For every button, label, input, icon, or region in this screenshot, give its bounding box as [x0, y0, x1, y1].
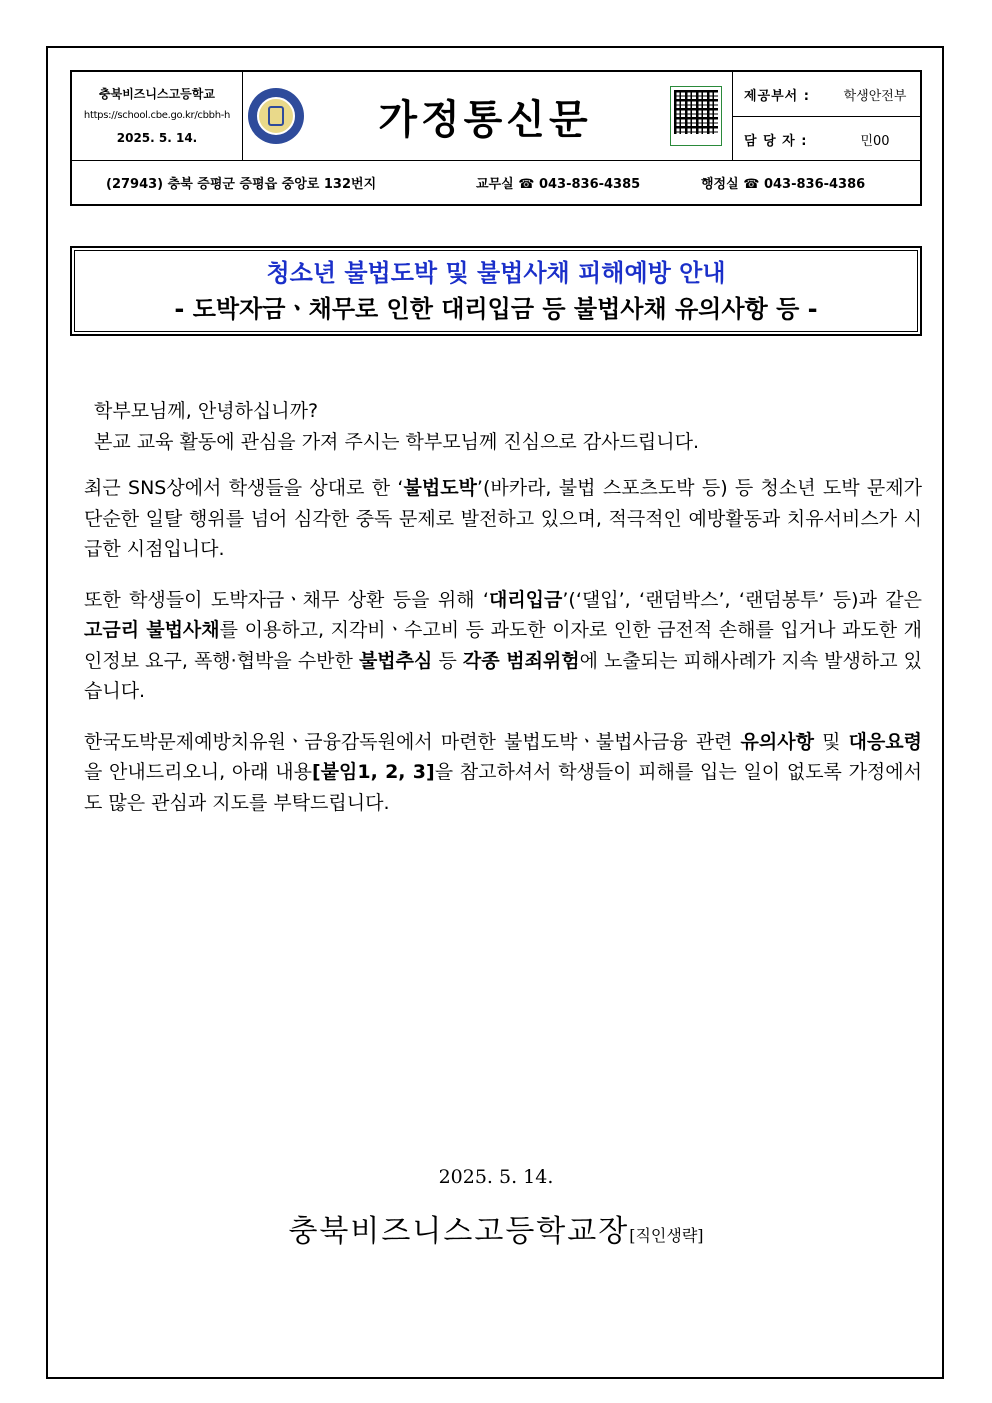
p3-bold-response: 대응요령 [848, 730, 922, 753]
manager-label: 담 당 자 : [744, 133, 808, 149]
notice-title-inner [74, 250, 918, 332]
office2-phone: 043-836-4386 [763, 176, 866, 192]
paragraph-1 [84, 473, 922, 565]
p2-bold-illegal-collection: 불법추심 [358, 649, 433, 672]
notice-title: 청소년 불법도박 및 불법사채 피해예방 안내 [266, 259, 726, 287]
p2-bold-crime-risk: 각종 범죄위험 [462, 649, 580, 672]
header-row-contact [72, 160, 920, 204]
header-table [70, 70, 922, 206]
p2-text-e: 를 이용하고, 지각비ㆍ수고비 등 과도한 이자로 인한 금전적 손해를 입거나 과도한 개인정보 요구, 폭행·협박을 수반한 [84, 619, 923, 672]
logo-cell [242, 72, 310, 160]
school-logo-icon [248, 88, 304, 144]
p1-bold-gambling: 불법도박 [403, 477, 477, 499]
seal-note: [직인생략] [629, 1226, 704, 1245]
p2-bold-illegal-loan: 고금리 불법사채 [84, 619, 220, 641]
p3-bold-attachments: [붙임1, 2, 3] [312, 761, 435, 783]
p3-text-a: 한국도박문제예방치유원ㆍ금융감독원에서 마련한 불법도박ㆍ불법사금융 관련 [84, 730, 741, 753]
doc-title: 가정통신문 [378, 96, 592, 143]
footer-date: 2025. 5. 14. [438, 1166, 554, 1188]
dept-row [732, 72, 920, 117]
office2-label: 행정실 [701, 176, 739, 192]
office1-label: 교무실 [476, 176, 514, 192]
greeting-line-2: 본교 교육 활동에 관심을 가져 주시는 학부모님께 진심으로 감사드립니다. [94, 430, 699, 453]
header-row-top [72, 72, 920, 161]
p3-text-e: 을 안내드리오니, 아래 내용 [84, 761, 312, 783]
office2-contact [701, 173, 865, 192]
p1-text-c: ’(바카라, 불법 스포츠도박 등) 등 청소년 도박 문제가 단순한 일탈 행위를 넘어 심각한 중독 문제로 발전하고 있으며, 적극적인 예방활동과 치유서비스가 시급한 시점입니다. [84, 477, 922, 560]
greeting-line-1: 학부모님께, 안녕하십니까? [94, 400, 319, 422]
phone-icon: ☎ [518, 176, 535, 192]
paragraph-2 [84, 585, 922, 707]
signature-text: 충북비즈니스고등학교장 [288, 1214, 630, 1249]
notice-title-box [70, 246, 922, 336]
qr-pattern [674, 90, 718, 134]
school-info [72, 72, 243, 160]
manager-value: 민00 [860, 133, 890, 149]
p2-bold-proxy-deposit: 대리입금 [488, 588, 563, 611]
principal-signature [0, 1206, 992, 1250]
meta-info [732, 72, 920, 160]
phone-icon: ☎ [743, 176, 760, 192]
p2-text-c: ’(‘댈입’, ‘랜덤박스’, ‘랜덤봉투’ 등)과 같은 [562, 588, 922, 611]
letter-body [84, 396, 922, 838]
notice-subtitle: - 도박자금ㆍ채무로 인한 대리입금 등 불법사채 유의사항 등 - [174, 295, 818, 323]
school-name: 충북비즈니스고등학교 [99, 87, 215, 101]
qr-code-icon[interactable] [670, 86, 722, 146]
issue-date: 2025. 5. 14. [116, 131, 198, 145]
office1-phone: 043-836-4385 [538, 176, 641, 192]
p1-text-a: 최근 SNS상에서 학생들을 상대로 한 ‘ [84, 477, 404, 499]
p2-text-i: 에 노출되는 피해사례가 지속 발생하고 있습니다. [84, 649, 923, 702]
p3-bold-precautions: 유의사항 [740, 730, 814, 753]
p3-text-c: 및 [813, 730, 849, 753]
dept-label: 제공부서 : [744, 88, 810, 104]
p2-text-g: 등 [432, 649, 463, 672]
school-url[interactable]: https://school.cbe.go.kr/cbbh-h [83, 110, 231, 121]
p2-text-a: 또한 학생들이 도박자금ㆍ채무 상환 등을 위해 ‘ [84, 588, 489, 611]
p3-text-g: 을 참고하셔서 학생들이 피해를 입는 일이 없도록 가정에서도 많은 관심과 지도를 부탁드립니다. [84, 761, 922, 814]
manager-row [732, 117, 920, 161]
school-address: (27943) 충북 증평군 증평읍 중앙로 132번지 [106, 176, 377, 192]
dept-value: 학생안전부 [843, 88, 907, 104]
office1-contact [476, 173, 701, 192]
paragraph-3 [84, 727, 922, 819]
qr-cell [660, 72, 733, 160]
